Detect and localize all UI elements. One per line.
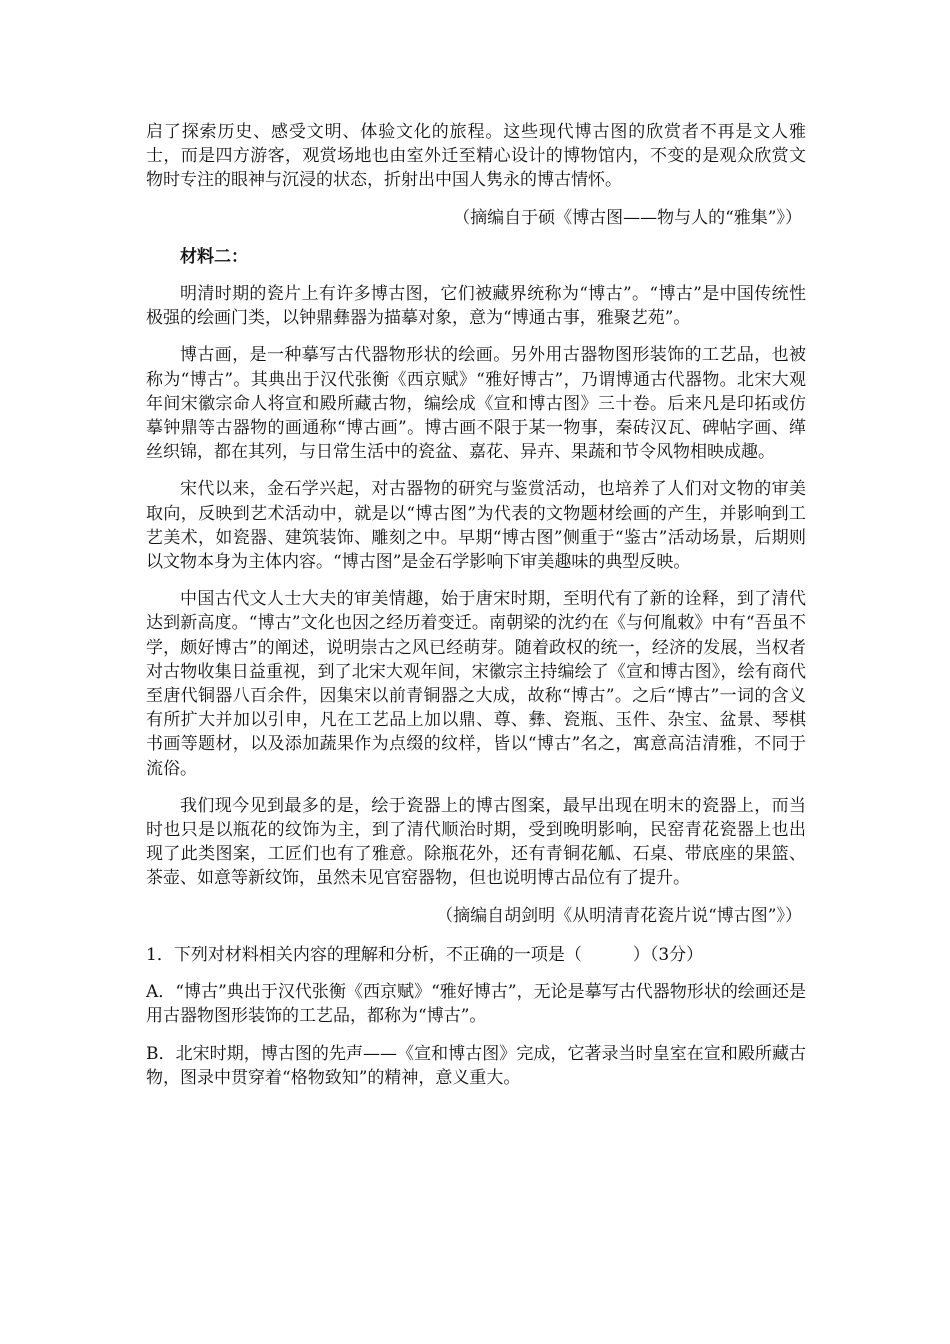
- material-one-source: （摘编自于硕《博古图——物与人的“雅集”》）: [453, 207, 802, 228]
- document-body: [146, 120, 806, 1103]
- material-two-paragraph-3: 宋代以来，金石学兴起，对古器物的研究与鉴赏活动，也培养了人们对文物的审美取向，反映到艺术活动中，就是以“博古图”为代表的文物题材绘画的产生，并影响到工艺美术，如瓷器、建筑装饰、雕刻之中。早期“博古图”侧重于“鉴古”活动场景，后期则以文物本身为主体内容。“博古图”是金石学影响下审美趣味的典型反映。: [146, 479, 806, 573]
- question-1-option-b: B．北宋时期，博古图的先声——《宣和博古图》完成，它著录当时皇室在宣和殿所藏古物，图录中贯穿着“格物致知”的精神，意义重大。: [146, 1043, 806, 1088]
- material-two-paragraph-5: 我们现今见到最多的是，绘于瓷器上的博古图案，最早出现在明末的瓷器上，而当时也只是以瓶花的纹饰为主，到了清代顺治时期，受到晚明影响，民窑青花瓷器上也出现了此类图案，工匠们也有了雅意。除瓶花外，还有青铜花觚、石桌、带底座的果篮、茶壶、如意等新纹饰，虽然未见官窑器物，但也说明博古品位有了提升。: [146, 795, 806, 889]
- material-two-heading: 材料二：: [180, 246, 248, 267]
- material-two-paragraph-4: 中国古代文人士大夫的审美情趣，始于唐宋时期，至明代有了新的诠释，到了清代达到新高度。“博古”文化也因之经历着变迁。南朝梁的沈约在《与何胤敕》中有“吾虽不学，颇好博古”的阐述，说明崇古之风已经萌芽。随着政权的统一，经济的发展，当权者对古物收集日益重视，到了北宋大观年间，宋徽宗主持编绘了《宣和博古图》，绘有商代至唐代铜器八百余件，因集宋以前青铜器之大成，故称“博古”。之后“博古”一词的含义有所扩大并加以引申，凡在工艺品上加以鼎、尊、彝、瓷瓶、玉件、杂宝、盆景、琴棋书画等题材，以及添加蔬果作为点缀的纹样，皆以“博古”名之，寓意高洁清雅，不同于流俗。: [146, 589, 806, 779]
- material-one-tail-paragraph: 启了探索历史、感受文明、体验文化的旅程。这些现代博古图的欣赏者不再是文人雅士，而是四方游客，观赏场地也由室外迁至精心设计的博物馆内，不变的是观众欣赏文物时专注的眼神与沉浸的状态，折射出中国人隽永的博古情怀。: [146, 122, 806, 191]
- question-1-stem: 1．下列对材料相关内容的理解和分析，不正确的一项是（ ）（3分）: [146, 944, 704, 965]
- material-two-paragraph-2: 博古画，是一种摹写古代器物形状的绘画。另外用古器物图形装饰的工艺品，也被称为“博古”。其典出于汉代张衡《西京赋》“雅好博古”，乃谓博通古代器物。北宋大观年间宋徽宗命人将宣和殿所藏古物，编绘成《宣和博古图》三十卷。后来凡是印拓或仿摹钟鼎等古器物的画通称“博古画”。博古画不限于某一物事，秦砖汉瓦、碑帖字画、缂丝织锦，都在其列，与日常生活中的瓷盆、嘉花、异卉、果蔬和节令风物相映成趣。: [146, 345, 806, 463]
- question-1-option-a: A．“博古”典出于汉代张衡《西京赋》“雅好博古”，无论是摹写古代器物形状的绘画还是用古器物图形装饰的工艺品，都称为“博古”。: [146, 982, 806, 1027]
- material-two-source: （摘编自胡剑明《从明清青花瓷片说“博古图”》）: [436, 905, 802, 926]
- material-two-paragraph-1: 明清时期的瓷片上有许多博古图，它们被藏界统称为“博古”。“博古”是中国传统性极强的绘画门类，以钟鼎彝器为描摹对象，意为“博通古事，雅聚艺苑”。: [146, 284, 806, 329]
